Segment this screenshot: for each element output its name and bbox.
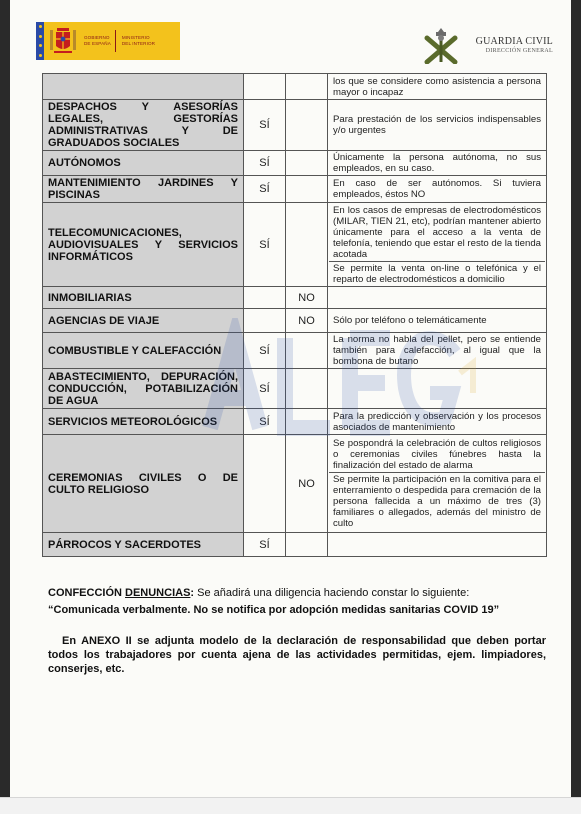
no-cell — [286, 74, 328, 100]
confeccion-label: CONFECCIÓN — [48, 587, 122, 599]
si-cell — [244, 287, 286, 309]
table-row — [43, 151, 547, 176]
no-cell — [286, 333, 328, 369]
anexo-paragraph — [48, 634, 546, 676]
category-cell: INMOBILIARIAS — [43, 287, 244, 309]
table-row — [43, 409, 547, 435]
category-cell: COMBUSTIBLE Y CALEFACCIÓN — [43, 333, 244, 369]
no-cell — [286, 176, 328, 203]
si-cell: SÍ — [244, 409, 286, 435]
observation-cell: Únicamente la persona autónoma, no sus empleados, en su caso. — [328, 151, 547, 176]
logo-divider — [115, 30, 116, 52]
no-cell — [286, 151, 328, 176]
observation-cell: Para prestación de los servicios indispensables y/o urgentes — [328, 100, 547, 151]
si-cell: SÍ — [244, 100, 286, 151]
table-row — [43, 533, 547, 557]
no-cell: NO — [286, 309, 328, 333]
si-cell: SÍ — [244, 203, 286, 287]
observation-cell — [328, 203, 547, 287]
gobierno-text: GOBIERNO DE ESPAÑA — [84, 35, 111, 46]
observation-cell — [328, 435, 547, 533]
observation-text: En los casos de empresas de electrodomésticos (MILAR, TIEN 21, etc), podrían mantener abierto únicamente para el acceso a la venta de telefonía, teniendo que estar el resto de la tienda acotada — [333, 204, 542, 260]
table-row — [43, 203, 547, 287]
category-cell: SERVICIOS METEOROLÓGICOS — [43, 409, 244, 435]
si-cell: SÍ — [244, 176, 286, 203]
observation-cell: Para la predicción y observación y los procesos asociados de mantenimiento — [328, 409, 547, 435]
observation-text: Se permite la participación en la comitiva para el enterramiento o despedida para cremación de la persona fallecida a un máximo de tres (3) familiares o allegados, además del ministro de culto — [329, 472, 545, 529]
guardia-civil-header — [465, 36, 553, 54]
guardia-civil-emblem-icon — [422, 26, 460, 64]
confeccion-denuncias-paragraph — [48, 585, 546, 619]
no-cell — [286, 409, 328, 435]
table-row — [43, 435, 547, 533]
confeccion-text: Se añadirá una diligencia haciendo constar lo siguiente: — [194, 587, 470, 599]
spain-coat-of-arms-icon — [48, 24, 78, 58]
observation-text: Se pospondrá la celebración de cultos religiosos o ceremonias civiles fúnebres hasta la finalización del estado de alarma — [333, 438, 541, 471]
table-row — [43, 100, 547, 151]
viewer-left-edge — [0, 0, 10, 814]
category-cell: DESPACHOS Y ASESORÍAS LEGALES, GESTORÍAS ADMINISTRATIVAS Y DE GRADUADOS SOCIALES — [43, 100, 244, 151]
observation-cell — [328, 533, 547, 557]
observation-cell — [328, 287, 547, 309]
no-cell — [286, 369, 328, 409]
table-row — [43, 369, 547, 409]
table-row — [43, 309, 547, 333]
no-cell: NO — [286, 287, 328, 309]
category-cell — [43, 74, 244, 100]
no-cell: NO — [286, 435, 328, 533]
category-cell: AGENCIAS DE VIAJE — [43, 309, 244, 333]
si-cell — [244, 74, 286, 100]
category-cell: PÁRROCOS Y SACERDOTES — [43, 533, 244, 557]
document-page — [10, 0, 571, 798]
denuncias-label: DENUNCIAS — [125, 587, 191, 599]
table-row — [43, 74, 547, 100]
observation-cell: los que se considere como asistencia a persona mayor o incapaz — [328, 74, 547, 100]
no-cell — [286, 533, 328, 557]
viewer-right-edge — [571, 0, 581, 814]
confeccion-colon: : — [190, 587, 195, 599]
si-cell — [244, 435, 286, 533]
table-row — [43, 333, 547, 369]
observation-cell — [328, 369, 547, 409]
si-cell: SÍ — [244, 533, 286, 557]
si-cell: SÍ — [244, 333, 286, 369]
no-cell — [286, 203, 328, 287]
confeccion-quote: “Comunicada verbalmente. No se notifica por adopción medidas sanitarias COVID 19” — [48, 604, 500, 616]
table-row — [43, 176, 547, 203]
category-cell: AUTÓNOMOS — [43, 151, 244, 176]
activities-table — [42, 73, 547, 557]
si-cell: SÍ — [244, 369, 286, 409]
category-cell: MANTENIMIENTO JARDINES Y PISCINAS — [43, 176, 244, 203]
observation-cell: La norma no habla del pellet, pero se entiende también para calefacción, al igual que la bombona de butano — [328, 333, 547, 369]
si-cell — [244, 309, 286, 333]
eu-flag-icon — [36, 22, 44, 60]
category-cell: ABASTECIMIENTO, DEPURACIÓN, CONDUCCIÓN, POTABILIZACIÓN DE AGUA — [43, 369, 244, 409]
gobierno-espana-logo — [36, 22, 180, 60]
anexo-text: En ANEXO II se adjunta modelo de la declaración de responsabilidad que deben portar todos los trabajadores por cuenta ajena de las actividades permitidas, ejem. limpiadores, conserjes, etc. — [48, 635, 546, 675]
ministerio-text: MINISTERIO DEL INTERIOR — [121, 35, 156, 46]
no-cell — [286, 100, 328, 151]
observation-cell: Sólo por teléfono o telemáticamente — [328, 309, 547, 333]
viewer-bottom-bar — [0, 797, 581, 814]
observation-cell: En caso de ser autónomos. Si tuviera empleados, éstos NO — [328, 176, 547, 203]
category-cell: TELECOMUNICACIONES, AUDIOVISUALES Y SERVICIOS INFORMÁTICOS — [43, 203, 244, 287]
category-cell: CEREMONIAS CIVILES O DE CULTO RELIGIOSO — [43, 435, 244, 533]
table-row — [43, 287, 547, 309]
si-cell: SÍ — [244, 151, 286, 176]
guardia-civil-title: GUARDIA CIVIL — [475, 36, 553, 47]
direccion-general-subtitle: DIRECCIÓN GENERAL — [485, 48, 553, 54]
observation-text: Se permite la venta on-line o telefónica y el reparto de electrodomésticos a domicilio — [329, 261, 545, 285]
